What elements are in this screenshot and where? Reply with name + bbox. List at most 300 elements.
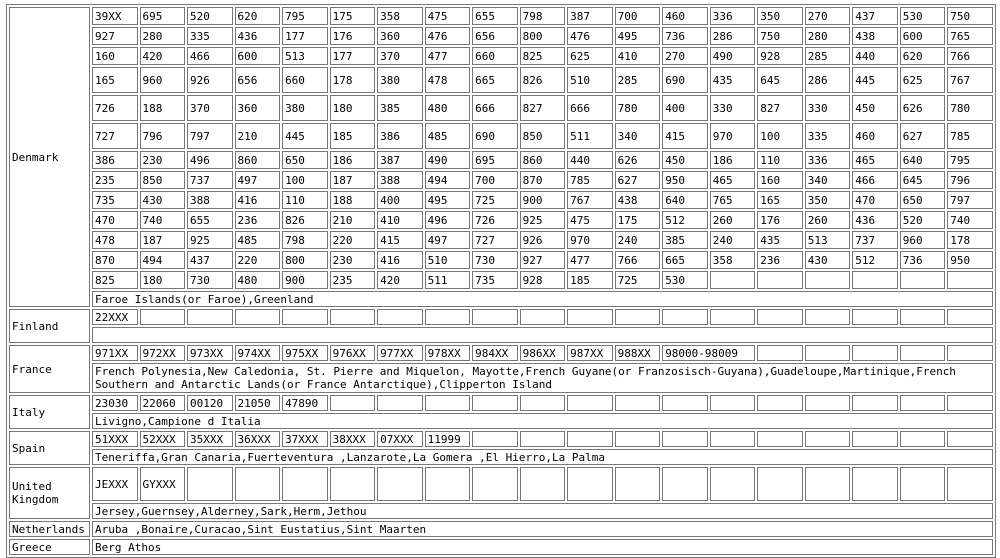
postal-code-cell: 410 [377, 211, 423, 229]
postal-code-cell: 960 [900, 231, 946, 249]
postal-code-cell: 640 [662, 191, 708, 209]
empty-cell [615, 395, 661, 411]
postal-code-cell: 445 [282, 123, 328, 149]
postal-code-cell: 460 [662, 7, 708, 25]
postal-code-cell: 465 [852, 151, 898, 169]
empty-cell [757, 431, 803, 447]
postal-code-cell: 437 [187, 251, 233, 269]
postal-code-cell: 420 [140, 47, 186, 65]
empty-cell [805, 309, 851, 325]
postal-code-cell: 726 [92, 95, 138, 121]
empty-cell [710, 309, 756, 325]
country-name: Netherlands [9, 521, 90, 537]
postal-code-cell: 385 [662, 231, 708, 249]
postal-code-cell: 235 [92, 171, 138, 189]
postal-code-cell: 466 [187, 47, 233, 65]
empty-cell [472, 431, 518, 447]
postal-code-cell: 690 [662, 67, 708, 93]
postal-code-cell: 175 [615, 211, 661, 229]
postal-code-cell: 336 [805, 151, 851, 169]
postal-code-cell: 826 [282, 211, 328, 229]
postal-code-cell: 186 [330, 151, 376, 169]
table-row [9, 271, 993, 289]
postal-code-cell: 270 [805, 7, 851, 25]
postal-code-cell: 950 [947, 251, 993, 269]
postal-code-cell: 976XX [330, 345, 376, 361]
postal-code-cell: 387 [567, 7, 613, 25]
postal-code-cell: 825 [520, 47, 566, 65]
postal-code-cell: 236 [235, 211, 281, 229]
empty-cell [425, 467, 471, 501]
table-row [9, 467, 993, 501]
postal-code-cell: 450 [852, 95, 898, 121]
postal-code-cell: 695 [140, 7, 186, 25]
postal-code-cell: 285 [615, 67, 661, 93]
postal-code-cell: 900 [520, 191, 566, 209]
postal-code-cell: 925 [187, 231, 233, 249]
table-row [9, 431, 993, 447]
postal-code-cell: 798 [282, 231, 328, 249]
postal-code-cell: 36XXX [235, 431, 281, 447]
empty-cell [330, 309, 376, 325]
empty-cell [615, 309, 661, 325]
empty-cell [710, 395, 756, 411]
empty-cell [947, 345, 993, 361]
empty-cell [900, 271, 946, 289]
postal-code-cell: 870 [520, 171, 566, 189]
postal-code-cell: 180 [140, 271, 186, 289]
postal-code-cell: 340 [615, 123, 661, 149]
table-row [9, 413, 993, 429]
postal-code-cell: 388 [187, 191, 233, 209]
table-row [9, 123, 993, 149]
postal-code-cell: 496 [425, 211, 471, 229]
postal-code-cell: 497 [425, 231, 471, 249]
postal-code-cell: 210 [330, 211, 376, 229]
table-row [9, 151, 993, 169]
table-row [9, 327, 993, 343]
postal-code-cell: 798 [520, 7, 566, 25]
postal-code-cell: 400 [377, 191, 423, 209]
postal-code-cell: 350 [757, 7, 803, 25]
empty-cell [567, 395, 613, 411]
postal-code-cell: 270 [662, 47, 708, 65]
postal-code-cell: 440 [852, 47, 898, 65]
postal-code-cell: 330 [710, 95, 756, 121]
postal-code-cell: 35XXX [187, 431, 233, 447]
country-name: Greece [9, 539, 90, 555]
postal-code-cell: 796 [947, 171, 993, 189]
postal-code-cell: 280 [805, 27, 851, 45]
postal-code-cell: 827 [520, 95, 566, 121]
postal-code-cell: 928 [757, 47, 803, 65]
postal-code-cell: 780 [615, 95, 661, 121]
postal-code-cell: 220 [330, 231, 376, 249]
country-name: Finland [9, 309, 90, 343]
empty-cell [187, 309, 233, 325]
empty-cell [805, 345, 851, 361]
postal-code-cell: 984XX [472, 345, 518, 361]
postal-code-cell: 826 [520, 67, 566, 93]
postal-code-cell: 600 [235, 47, 281, 65]
postal-code-cell: 695 [472, 151, 518, 169]
postal-code-cell: 737 [187, 171, 233, 189]
postal-code-cell: 626 [900, 95, 946, 121]
postal-code-cell: 927 [520, 251, 566, 269]
postal-code-cell: 725 [472, 191, 518, 209]
postal-code-cell: JEXXX [92, 467, 138, 501]
postal-code-cell: 110 [757, 151, 803, 169]
territories-note: Teneriffa,Gran Canaria,Fuerteventura ,Lanzarote,La Gomera ,El Hierro,La Palma [92, 449, 993, 465]
empty-cell [377, 395, 423, 411]
empty-cell [330, 467, 376, 501]
empty-cell [852, 271, 898, 289]
postal-code-cell: 435 [710, 67, 756, 93]
postal-code-cell: 750 [947, 7, 993, 25]
postal-code-cell: 620 [900, 47, 946, 65]
postal-code-cell: 975XX [282, 345, 328, 361]
postal-code-cell: 165 [92, 67, 138, 93]
postal-code-cell: 436 [852, 211, 898, 229]
postal-code-cell: 960 [140, 67, 186, 93]
empty-cell [472, 309, 518, 325]
postal-code-cell: 765 [710, 191, 756, 209]
postal-code-table [6, 4, 996, 558]
empty-cell [235, 467, 281, 501]
postal-code-cell: 370 [377, 47, 423, 65]
empty-cell [900, 395, 946, 411]
postal-code-cell: 110 [282, 191, 328, 209]
postal-code-cell: 22XXX [92, 309, 138, 325]
postal-code-cell: 336 [710, 7, 756, 25]
postal-code-cell: 660 [472, 47, 518, 65]
postal-code-cell: 497 [235, 171, 281, 189]
postal-code-cell: 438 [615, 191, 661, 209]
postal-code-cell: 730 [472, 251, 518, 269]
empty-cell [567, 431, 613, 447]
postal-code-cell: 476 [567, 27, 613, 45]
postal-code-cell: 513 [805, 231, 851, 249]
postal-code-cell: 655 [472, 7, 518, 25]
postal-code-cell: 445 [852, 67, 898, 93]
empty-cell [900, 431, 946, 447]
postal-code-cell: 660 [282, 67, 328, 93]
postal-code-cell: 178 [330, 67, 376, 93]
postal-code-cell: 260 [710, 211, 756, 229]
postal-code-cell: 640 [900, 151, 946, 169]
postal-code-cell: 440 [567, 151, 613, 169]
postal-code-cell: 100 [282, 171, 328, 189]
territories-note: French Polynesia,New Caledonia, St. Pierre and Miquelon, Mayotte,French Guyane(or Franzosisch-Guyana),Guadeloupe,Martinique,French Southern and Antarctic Lands(or France Antarctique),Clipperton Island [92, 363, 993, 393]
postal-code-cell: 825 [92, 271, 138, 289]
empty-cell [615, 467, 661, 501]
postal-code-cell: 460 [852, 123, 898, 149]
postal-code-cell: 470 [92, 211, 138, 229]
postal-code-cell: 185 [330, 123, 376, 149]
postal-code-cell: 655 [187, 211, 233, 229]
postal-code-cell: 800 [282, 251, 328, 269]
postal-code-cell: 480 [425, 95, 471, 121]
postal-code-cell: 39XX [92, 7, 138, 25]
postal-code-cell: 21050 [235, 395, 281, 411]
postal-code-cell: 737 [852, 231, 898, 249]
empty-cell [710, 431, 756, 447]
postal-code-cell: 625 [900, 67, 946, 93]
table-row [9, 345, 993, 361]
postal-code-cell: 160 [92, 47, 138, 65]
empty-cell [282, 309, 328, 325]
empty-cell [947, 395, 993, 411]
empty-cell [662, 431, 708, 447]
postal-code-cell: 765 [947, 27, 993, 45]
postal-code-cell: 665 [472, 67, 518, 93]
table-row [9, 231, 993, 249]
table-row [9, 503, 993, 519]
empty-cell [662, 309, 708, 325]
empty-cell [472, 395, 518, 411]
table-row [9, 363, 993, 393]
postal-code-cell: 870 [92, 251, 138, 269]
postal-code-cell: 360 [377, 27, 423, 45]
empty-cell [710, 467, 756, 501]
postal-code-cell: 415 [377, 231, 423, 249]
postal-code-cell: 530 [900, 7, 946, 25]
postal-code-cell: 645 [757, 67, 803, 93]
empty-cell [567, 309, 613, 325]
postal-code-cell: 978XX [425, 345, 471, 361]
table-row [9, 449, 993, 465]
postal-code-cell: 220 [235, 251, 281, 269]
postal-code-cell: 650 [282, 151, 328, 169]
table-row [9, 47, 993, 65]
empty-cell [900, 467, 946, 501]
postal-code-cell: 700 [615, 7, 661, 25]
postal-code-cell: 235 [330, 271, 376, 289]
postal-code-cell: 478 [425, 67, 471, 93]
postal-code-cell: 177 [282, 27, 328, 45]
postal-code-cell: 766 [615, 251, 661, 269]
empty-cell [472, 467, 518, 501]
postal-code-cell: 416 [235, 191, 281, 209]
postal-code-cell: 511 [567, 123, 613, 149]
postal-code-cell: 513 [282, 47, 328, 65]
postal-code-cell: 645 [900, 171, 946, 189]
territories-note: Livigno,Campione d Italia [92, 413, 993, 429]
table-row [9, 191, 993, 209]
empty-cell [662, 467, 708, 501]
postal-code-cell: 335 [187, 27, 233, 45]
empty-cell [757, 271, 803, 289]
postal-code-cell: 496 [187, 151, 233, 169]
postal-code-cell: 475 [425, 7, 471, 25]
empty-cell [900, 309, 946, 325]
postal-code-cell: 977XX [377, 345, 423, 361]
postal-code-cell: 625 [567, 47, 613, 65]
table-row [9, 95, 993, 121]
postal-code-cell: 335 [805, 123, 851, 149]
postal-code-cell: 358 [710, 251, 756, 269]
empty-cell [520, 431, 566, 447]
postal-code-cell: 380 [377, 67, 423, 93]
postal-code-cell: 970 [710, 123, 756, 149]
postal-code-cell: 972XX [140, 345, 186, 361]
postal-code-cell: 385 [377, 95, 423, 121]
empty-cell [805, 431, 851, 447]
empty-cell [757, 345, 803, 361]
postal-code-cell: 928 [520, 271, 566, 289]
table-row [9, 7, 993, 25]
postal-code-cell: 736 [900, 251, 946, 269]
empty-cell [900, 345, 946, 361]
empty-cell [425, 309, 471, 325]
postal-code-cell: 740 [947, 211, 993, 229]
postal-code-cell: 177 [330, 47, 376, 65]
postal-code-cell: 626 [615, 151, 661, 169]
empty-cell [852, 309, 898, 325]
postal-code-cell: 780 [947, 95, 993, 121]
postal-code-cell: 210 [235, 123, 281, 149]
empty-cell [710, 271, 756, 289]
country-name: Spain [9, 431, 90, 465]
postal-code-cell: 850 [520, 123, 566, 149]
territories-note: Faroe Islands(or Faroe),Greenland [92, 291, 993, 307]
postal-code-cell: 797 [187, 123, 233, 149]
postal-code-cell: 926 [520, 231, 566, 249]
postal-code-cell: 186 [710, 151, 756, 169]
postal-code-cell: 37XXX [282, 431, 328, 447]
empty-cell [520, 309, 566, 325]
postal-code-cell: 730 [187, 271, 233, 289]
postal-code-cell: 987XX [567, 345, 613, 361]
postal-code-cell: 188 [330, 191, 376, 209]
postal-code-cell: 437 [852, 7, 898, 25]
postal-code-cell: 176 [757, 211, 803, 229]
postal-code-cell: 430 [140, 191, 186, 209]
postal-code-cell: 236 [757, 251, 803, 269]
empty-cell [947, 309, 993, 325]
postal-code-cell: 465 [710, 171, 756, 189]
postal-code-cell: 656 [235, 67, 281, 93]
postal-code-cell: 52XXX [140, 431, 186, 447]
postal-code-cell: 627 [615, 171, 661, 189]
postal-code-cell: 160 [757, 171, 803, 189]
postal-code-cell: 477 [567, 251, 613, 269]
empty-cell [282, 467, 328, 501]
empty-cell [757, 395, 803, 411]
postal-code-cell: 700 [472, 171, 518, 189]
postal-code-cell: 926 [187, 67, 233, 93]
postal-code-cell: 185 [567, 271, 613, 289]
postal-code-cell: 740 [140, 211, 186, 229]
postal-code-cell: 286 [805, 67, 851, 93]
empty-cell [662, 395, 708, 411]
postal-code-cell: 690 [472, 123, 518, 149]
territories-note: Jersey,Guernsey,Alderney,Sark,Herm,Jethou [92, 503, 993, 519]
postal-code-cell: 520 [900, 211, 946, 229]
postal-code-cell: 100 [757, 123, 803, 149]
postal-code-cell: 187 [140, 231, 186, 249]
postal-code-cell: 827 [757, 95, 803, 121]
empty-cell [805, 467, 851, 501]
postal-code-cell: 260 [805, 211, 851, 229]
country-name: United Kingdom [9, 467, 90, 519]
table-row [9, 309, 993, 325]
postal-code-cell: 485 [425, 123, 471, 149]
postal-code-cell: 175 [330, 7, 376, 25]
postal-code-cell: 435 [757, 231, 803, 249]
postal-code-cell: 400 [662, 95, 708, 121]
postal-code-cell: 767 [947, 67, 993, 93]
empty-cell [852, 431, 898, 447]
territories-note: Aruba ,Bonaire,Curacao,Sint Eustatius,Sint Maarten [92, 521, 993, 537]
empty-cell [187, 467, 233, 501]
postal-code-cell: 165 [757, 191, 803, 209]
postal-code-cell: 370 [187, 95, 233, 121]
postal-code-cell: 797 [947, 191, 993, 209]
postal-code-cell: 358 [377, 7, 423, 25]
postal-code-cell: 520 [187, 7, 233, 25]
postal-code-cell: 795 [947, 151, 993, 169]
postal-code-cell: 974XX [235, 345, 281, 361]
postal-code-cell: 438 [852, 27, 898, 45]
postal-code-cell: 490 [710, 47, 756, 65]
postal-code-cell: 490 [425, 151, 471, 169]
empty-cell [140, 309, 186, 325]
empty-cell [520, 395, 566, 411]
postal-code-cell: 785 [947, 123, 993, 149]
postal-code-cell: 47890 [282, 395, 328, 411]
empty-cell [805, 395, 851, 411]
postal-code-cell: 240 [615, 231, 661, 249]
empty-cell [615, 431, 661, 447]
postal-code-cell: 800 [520, 27, 566, 45]
postal-code-cell: 495 [615, 27, 661, 45]
postal-code-cell: 988XX [615, 345, 661, 361]
postal-code-cell: 750 [757, 27, 803, 45]
empty-cell [567, 467, 613, 501]
postal-code-cell: 480 [235, 271, 281, 289]
postal-code-cell: 925 [520, 211, 566, 229]
postal-code-cell: 22060 [140, 395, 186, 411]
empty-cell [520, 467, 566, 501]
postal-code-cell: 600 [900, 27, 946, 45]
postal-code-cell: 415 [662, 123, 708, 149]
table-row [9, 27, 993, 45]
postal-code-cell: 485 [235, 231, 281, 249]
postal-code-cell: 727 [472, 231, 518, 249]
postal-code-cell: 510 [425, 251, 471, 269]
postal-code-cell: 240 [710, 231, 756, 249]
empty-cell [377, 467, 423, 501]
empty-cell [805, 271, 851, 289]
empty-cell [377, 309, 423, 325]
country-name: Italy [9, 395, 90, 429]
postal-code-cell: 735 [472, 271, 518, 289]
postal-code-cell: 620 [235, 7, 281, 25]
postal-code-cell: 388 [377, 171, 423, 189]
postal-code-cell: 360 [235, 95, 281, 121]
table-row [9, 291, 993, 307]
postal-code-cell: 466 [852, 171, 898, 189]
table-row [9, 395, 993, 411]
postal-code-cell: 860 [235, 151, 281, 169]
postal-code-cell: 280 [140, 27, 186, 45]
empty-cell [757, 309, 803, 325]
postal-code-cell: 627 [900, 123, 946, 149]
postal-code-cell: 860 [520, 151, 566, 169]
postal-code-cell: 51XXX [92, 431, 138, 447]
postal-code-cell: 665 [662, 251, 708, 269]
